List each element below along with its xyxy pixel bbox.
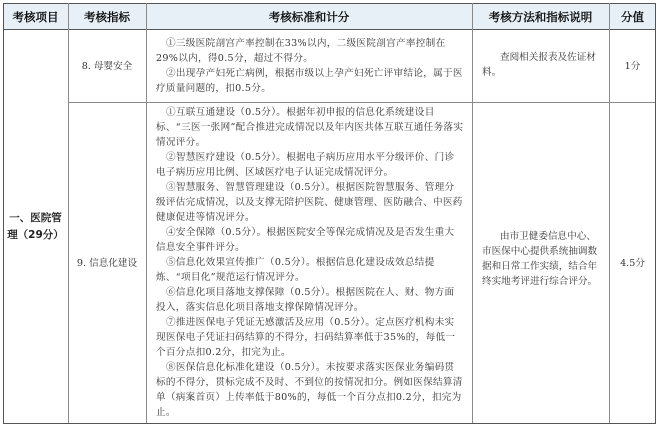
standard-item: ⑥信息化项目落地支撑保障（0.5分）。根据医院在人、财、物方面投入，落实信息化项目落地支撑保障情况评分。	[156, 287, 455, 313]
standard-item: ①互联互通建设（0.5分）。根据年初申报的信息化系统建设目标、“三医一张网”配合推进完成情况以及年内医共体互联互通任务落实情况评分。	[156, 107, 464, 148]
assessment-table	[3, 3, 656, 424]
header-category: 考核项目	[3, 3, 68, 30]
standard-item: ⑧医保信息化标准化建设（0.5分）。未按要求落实医保业务编码贯标的不得分，贯标完成不及时、不到位的按情况扣分。例如医保结算清单（病案首页）上传率低于80%的，每低一个百分点扣0.2分，扣完为止。	[156, 362, 463, 418]
score-cell: 1分	[624, 60, 641, 72]
standard-item: ②出现孕产妇死亡病例，根据市级以上孕产妇死亡评审结论，属于医疗质量问题的，扣0.5分。	[156, 68, 463, 94]
score-cell: 4.5分	[620, 257, 645, 269]
category-line-2: 理（29分）	[7, 229, 64, 241]
header-indicator: 考核指标	[68, 3, 146, 30]
header-standard: 考核标准和计分	[146, 3, 472, 30]
standard-item: ④安全保障（0.5分）。根据医院安全等保完成情况及是否发生重大信息安全事件评分。	[156, 227, 455, 253]
standard-item: ③智慧服务、智慧管理建设（0.5分）。根据医院智慧服务、管理分级评估完成情况，以及支撑无陪护医院、健康管理、医防融合、中医药健康促进等情况评分。	[156, 182, 463, 223]
standard-item: ⑦推进医保电子凭证无感激活及应用（0.5分）。定点医疗机构未实现医保电子凭证扫码结算的不得分，扫码结算率低于35%的，每低一个百分点扣0.2分，扣完为止。	[156, 317, 456, 358]
indicator-cell: 9. 信息化建设	[76, 257, 138, 269]
header-method: 考核方法和指标说明	[472, 3, 609, 30]
method-cell: 查阅相关报表及佐证材料。	[482, 52, 596, 78]
standard-item: ②智慧医疗建设（0.5分）。根据电子病历应用水平分级评价、门诊电子病历应用比例、区域医疗电子认证完成情况评分。	[156, 152, 455, 178]
method-cell: 由市卫健委信息中心、市医保中心提供系统抽调数据和日常工作实绩，结合年终实地考评进行综合评分。	[482, 231, 598, 287]
category-cell	[3, 30, 68, 424]
category-line-1: 一、医院管	[9, 212, 62, 224]
header-score: 分值	[609, 3, 656, 30]
standard-cell	[146, 105, 472, 420]
standard-item: ①三级医院剖宫产率控制在33%以内，二级医院剖宫产率控制在29%以内，得0.5分，超过不得分。	[156, 38, 446, 64]
standard-cell	[146, 36, 472, 96]
indicator-cell: 8. 母婴安全	[81, 60, 133, 72]
standard-item: ⑤信息化效果宣传推广（0.5分）。根据信息化建设成效总结提炼、“项目化”规范运行情况评分。	[156, 257, 435, 283]
